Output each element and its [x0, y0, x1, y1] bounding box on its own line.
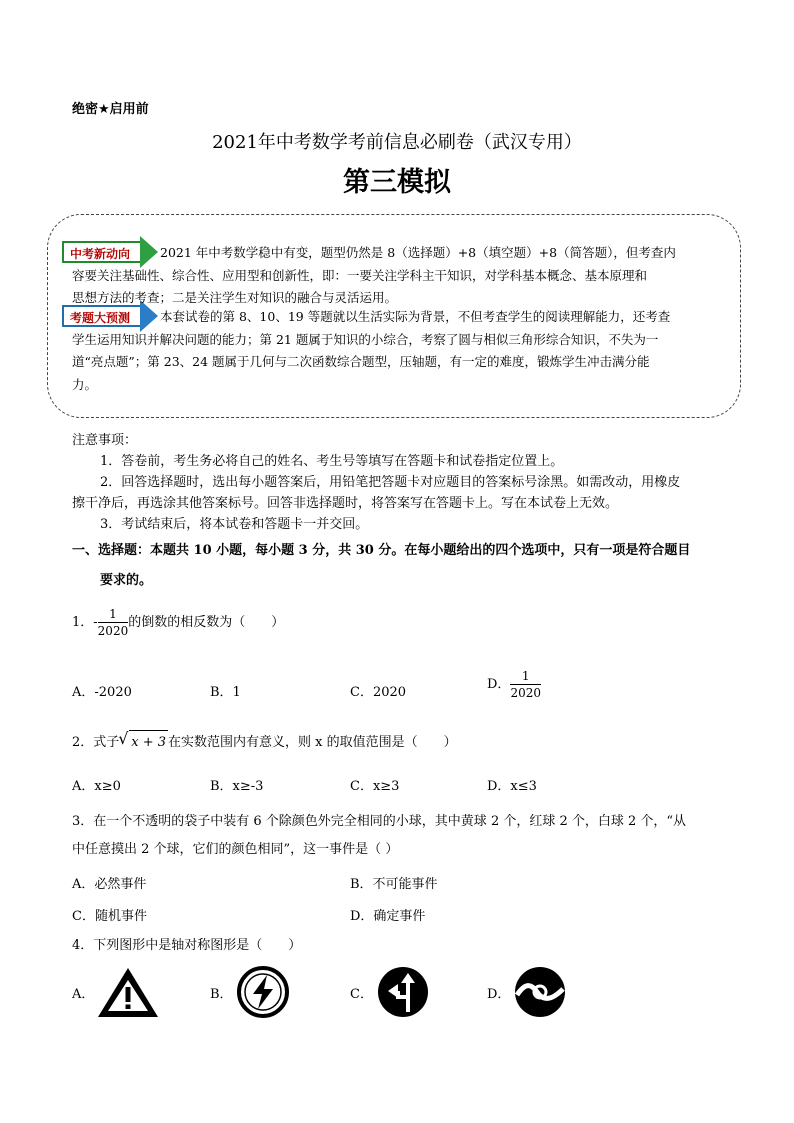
info-paragraph-1	[72, 242, 722, 310]
q1-option-c[interactable]: C．2020	[350, 685, 407, 700]
q4-option-a[interactable]: A．	[72, 987, 95, 1002]
q2-suffix: 在实数范围内有意义，则 x 的取值范围是（ ）	[168, 735, 457, 750]
q1-numerator: 1	[98, 606, 129, 623]
question-3	[72, 808, 732, 864]
q4-option-c[interactable]: C．	[350, 987, 373, 1002]
q2-option-c[interactable]: C．x≥3	[350, 779, 400, 794]
q1-suffix: 的倒数的相反数为（ ）	[128, 615, 285, 630]
q1-denominator: 2020	[97, 624, 129, 638]
q1-option-a[interactable]: A．-2020	[72, 685, 132, 700]
section-line: 要求的。	[100, 573, 153, 588]
note-2-cont: 擦干净后，再选涂其他答案标号。回答非选择题时，将答案写在答题卡上。写在本试卷上无效。	[72, 496, 619, 511]
notes-heading: 注意事项：	[72, 433, 138, 448]
info-line: 本套试卷的第 8、10、19 等题就以生活实际为背景，不但考查学生的阅读理解能力，还考查	[160, 309, 671, 324]
note-1: 1．答卷前，考生务必将自己的姓名、考生号等填写在答题卡和试卷指定位置上。	[100, 454, 564, 469]
q2-option-a[interactable]: A．x≥0	[72, 779, 121, 794]
exam-subtitle: 第三模拟	[343, 167, 451, 198]
q1-option-b[interactable]: B．1	[210, 685, 241, 700]
exam-title: 2021年中考数学考前信息必刷卷（武汉专用）	[212, 132, 582, 153]
q3-option-c[interactable]: C．随机事件	[72, 909, 147, 924]
tag-exam-trend: 中考新动向	[62, 241, 144, 263]
note-2: 2．回答选择题时，选出每小题答案后，用铅笔把答题卡对应题目的答案标号涂黑。如需改动，用橡皮	[100, 475, 681, 490]
warning-triangle-icon[interactable]	[96, 965, 160, 1019]
q3-option-a[interactable]: A．必然事件	[72, 877, 147, 892]
q2-prefix: 2．式子	[72, 735, 120, 750]
info-line: 容要关注基础性、综合性、应用型和创新性，即：一要关注学科主干知识，对学科基本概念、基本原理和	[72, 267, 648, 283]
info-line: 道“亮点题”；第 23、24 题属于几何与二次函数综合题型，压轴题，有一定的难度，锻炼学生冲击满分能	[72, 354, 650, 369]
confidential-label: 绝密★启用前	[72, 102, 149, 117]
q3-option-d[interactable]: D．确定事件	[350, 909, 426, 924]
section-line: 一、选择题：本题共 10 小题，每小题 3 分，共 30 分。在每小题给出的四个选项中，只有一项是符合题目	[72, 543, 691, 558]
q1-d-denominator: 2020	[510, 686, 541, 700]
question-4: 4．下列图形中是轴对称图形是（ ）	[72, 938, 302, 953]
notes	[72, 430, 680, 535]
q2-sqrt: √ x + 3	[129, 730, 168, 755]
q1-option-d-label: D．	[487, 677, 511, 692]
q3-line: 中任意摸出 2 个球，它们的颜色相同”，这一事件是（ ）	[72, 842, 399, 857]
direction-arrows-icon[interactable]	[374, 965, 432, 1019]
info-line: 学生运用知识并解决问题的能力；第 21 题属于知识的小综合，考察了圆与相似三角形综合知识，不失为一	[72, 331, 659, 347]
q1-option-d-fraction	[510, 668, 541, 701]
info-line: 力。	[72, 376, 98, 392]
q4-option-b[interactable]: B．	[210, 987, 233, 1002]
tag-exam-prediction: 考题大预测	[62, 305, 144, 327]
q3-line: 3．在一个不透明的袋子中装有 6 个除颜色外完全相同的小球，其中黄球 2 个，红球 2 个，白球 2 个，“从	[72, 814, 687, 829]
question-2	[72, 730, 732, 755]
q2-option-d[interactable]: D．x≤3	[487, 779, 537, 794]
q4-option-d[interactable]: D．	[487, 987, 511, 1002]
q1-fraction	[98, 606, 129, 639]
info-paragraph-2	[72, 306, 722, 396]
q1-option-d[interactable]	[487, 668, 541, 701]
question-1	[72, 606, 732, 639]
q2-option-b[interactable]: B．x≥-3	[210, 779, 264, 794]
section-heading	[72, 536, 732, 596]
info-line: 2021 年中考数学稳中有变，题型仍然是 8（选择题）+8（填空题）+8（简答题），但考查内	[160, 245, 676, 260]
wave-circle-icon[interactable]	[511, 965, 569, 1019]
note-3: 3．考试结束后，将本试卷和答题卡一并交回。	[100, 517, 369, 532]
info-line: 思想方法的考查；二是关注学生对知识的融合与灵活运用。	[72, 290, 398, 305]
q1-prefix: 1．-	[72, 615, 98, 630]
lightning-circle-icon[interactable]	[234, 965, 292, 1019]
q3-option-b[interactable]: B．不可能事件	[350, 877, 438, 892]
q1-d-numerator: 1	[510, 668, 541, 685]
